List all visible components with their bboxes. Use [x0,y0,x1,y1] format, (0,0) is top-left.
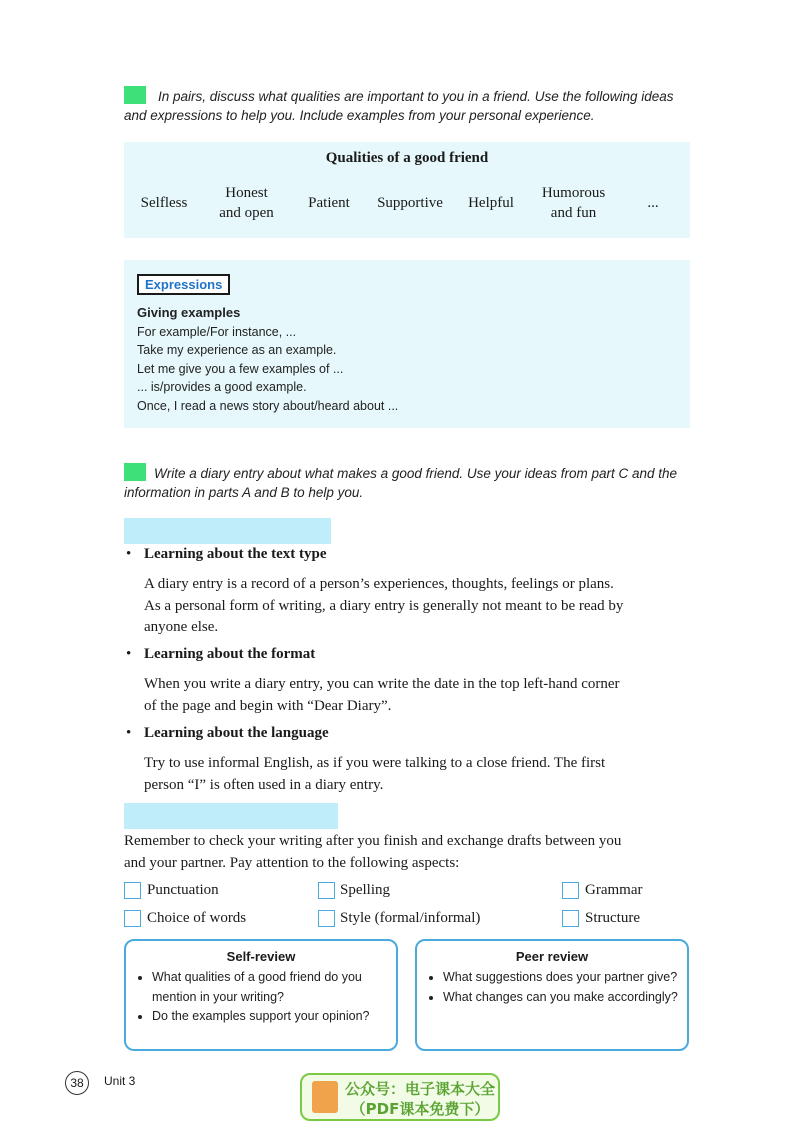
self-review-box [124,939,398,1051]
self-review-item: • Do the examples support your opinion? [152,1007,396,1027]
qualities-box [124,142,690,238]
checkbox-structure[interactable] [562,910,579,927]
expression-line: For example/For instance, ... [137,324,297,339]
expression-line: Take my experience as an example. [137,343,337,357]
quality-item: Patient [308,195,350,211]
tip-title: Learning about the format [144,646,316,662]
tip-text: When you write a diary entry, you can write the date in the top left-hand corner of the page and begin with “Dear Diary”. [144,676,620,714]
peer-review-box [415,939,689,1051]
quality-item: Helpful [468,195,514,211]
peer-review-title: Peer review [515,949,589,964]
page-number: 38 [65,1071,89,1095]
bullet: • [126,725,132,741]
tip-title: Learning about the language [144,725,329,741]
expressions-heading: Giving examples [137,305,241,320]
quality-item: ... [647,195,659,211]
checkbox-choice-of-words[interactable] [124,910,141,927]
tip-text: Try to use informal English, as if you were talking to a close friend. The first person “I” is often used in a diary entry. [144,755,606,793]
quality-item: Supportive [377,195,443,211]
part-c-instruction: In pairs, discuss what qualities are important to you in a friend. Use the following ideas and expressions to help you. Include examples from your personal experience. [124,89,674,123]
watermark-text: （PDF课本免费下） [350,1100,490,1118]
expression-line: Once, I read a news story about/heard about ... [137,398,399,413]
part-d-instruction: Write a diary entry about what makes a good friend. Use your ideas from part C and the information in parts A and B to help you. [124,466,678,500]
checkbox-spelling[interactable] [318,882,335,899]
expressions-label: Expressions [137,274,230,295]
expression-line: ... is/provides a good example. [137,380,307,394]
checklist-label: Style (formal/informal) [340,910,481,926]
quality-item: Humorous and fun [541,185,606,221]
bullet: • [126,546,132,562]
unit-label: Unit 3 [104,1074,136,1088]
checklist-label: Grammar [585,882,643,898]
self-review-item: • What qualities of a good friend do you mention in your writing? [152,968,396,1007]
checkbox-grammar[interactable] [562,882,579,899]
quality-item: Selfless [140,195,188,211]
watermark-badge [300,1073,500,1121]
peer-review-item: • What suggestions does your partner give? [443,968,687,988]
checklist-label: Structure [585,910,640,926]
peer-review-item: • What changes can you make accordingly? [443,988,687,1008]
tip-text: A diary entry is a record of a person’s experiences, thoughts, feelings or plans. As a personal form of writing, a diary entry is generally not meant to be read by anyone else. [144,576,624,635]
book-logo-icon [312,1081,338,1113]
self-review-title: Self-review [226,949,296,964]
quality-item: Honest and open [219,185,274,221]
qualities-row [124,178,690,228]
checklist-label: Choice of words [147,910,247,926]
checklist-label: Spelling [340,882,391,898]
expressions-list [137,304,398,415]
checkbox-style[interactable] [318,910,335,927]
section-heading-bar [124,518,331,544]
qualities-title: Qualities of a good friend [325,150,489,166]
tip-title: Learning about the text type [144,546,327,562]
watermark-text: 公众号：电子课本大全 [344,1080,495,1098]
section-heading-bar [124,803,338,829]
bullet: • [126,646,132,662]
expressions-box [124,260,690,428]
expression-line: Let me give you a few examples of ... [137,361,344,376]
check-instruction: Remember to check your writing after you finish and exchange drafts between you and your partner. Pay attention to the following aspects: [124,833,622,871]
checkbox-punctuation[interactable] [124,882,141,899]
checklist-label: Punctuation [147,882,219,898]
